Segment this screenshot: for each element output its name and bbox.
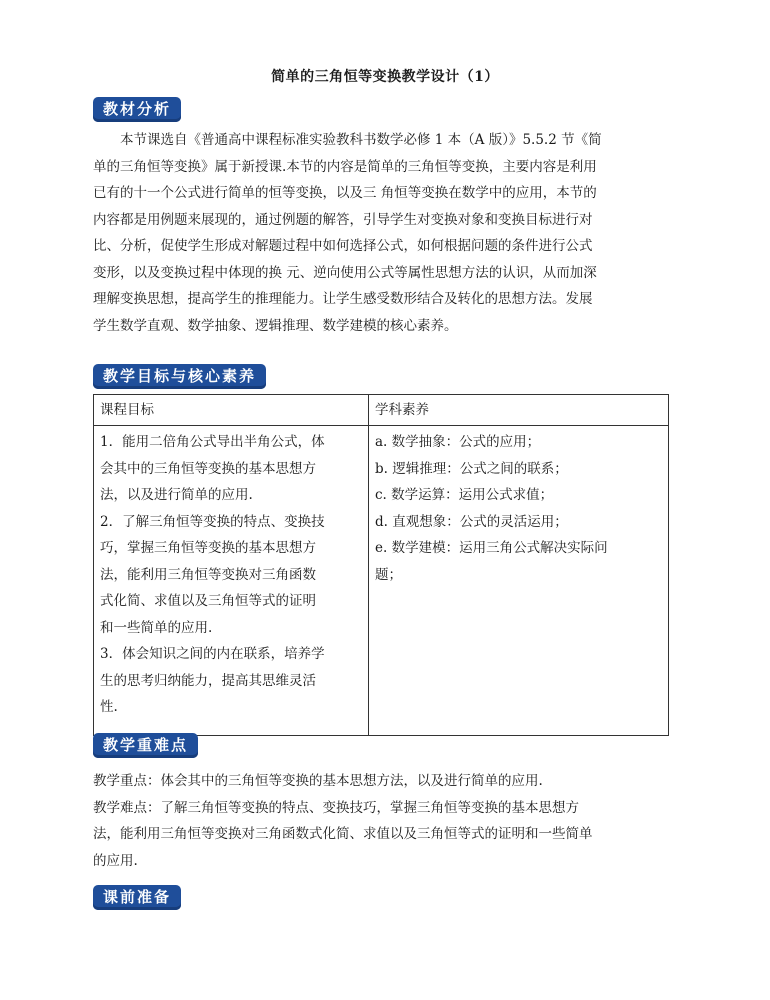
literacy-cell bbox=[369, 426, 669, 736]
literacy-line: c. 数学运算：运用公式求值； bbox=[375, 487, 554, 503]
course-goals-cell bbox=[94, 426, 369, 736]
goal-line: 会其中的三角恒等变换的基本思想方 bbox=[100, 460, 316, 477]
table-header-row bbox=[94, 395, 669, 426]
column-header-course-goals: 课程目标 bbox=[94, 395, 369, 426]
goal-line: 巧，掌握三角恒等变换的基本思想方 bbox=[100, 540, 316, 556]
literacy-line: 题； bbox=[375, 566, 402, 583]
key-point-line: 法，能利用三角恒等变换对三角函数式化简、求值以及三角恒等式的证明和一些简单 bbox=[93, 826, 593, 842]
document-title: 简单的三角恒等变换教学设计（1） bbox=[271, 69, 499, 85]
section-heading-analysis: 教材分析 bbox=[93, 97, 181, 122]
literacy-line: e. 数学建模：运用三角公式解决实际问 bbox=[375, 540, 608, 556]
goal-line: 法，以及进行简单的应用. bbox=[100, 487, 253, 503]
goal-line: 法，能利用三角恒等变换对三角函数 bbox=[100, 566, 316, 583]
goal-line: 和一些简单的应用. bbox=[100, 619, 213, 636]
literacy-line: a. 数学抽象：公式的应用； bbox=[375, 434, 541, 450]
goal-line: 式化简、求值以及三角恒等式的证明 bbox=[100, 593, 316, 609]
analysis-paragraph bbox=[93, 127, 678, 339]
goal-line: 3．体会知识之间的内在联系，培养学 bbox=[100, 646, 325, 662]
goal-line: 1．能用二倍角公式导出半角公式，体 bbox=[100, 434, 325, 450]
analysis-line: 比、分析，促使学生形成对解题过程中如何选择公式，如何根据问题的条件进行公式 bbox=[93, 238, 593, 254]
literacy-line: d. 直观想象：公式的灵活运用； bbox=[375, 513, 568, 530]
literacy-line: b. 逻辑推理：公式之间的联系； bbox=[375, 460, 568, 477]
section-heading-goals: 教学目标与核心素养 bbox=[93, 364, 266, 389]
key-point-line: 教学难点：了解三角恒等变换的特点、变换技巧，掌握三角恒等变换的基本思想方 bbox=[93, 799, 579, 816]
analysis-line: 学生数学直观、数学抽象、逻辑推理、数学建模的核心素养。 bbox=[93, 317, 458, 334]
goal-line: 生的思考归纳能力，提高其思维灵活 bbox=[100, 672, 316, 689]
key-point-line: 教学重点：体会其中的三角恒等变换的基本思想方法，以及进行简单的应用. bbox=[93, 773, 543, 789]
analysis-line: 理解变换思想，提高学生的推理能力。让学生感受数形结合及转化的思想方法。发展 bbox=[93, 291, 593, 307]
analysis-line: 已有的十一个公式进行简单的恒等变换，以及三 角恒等变换在数学中的应用，本节的 bbox=[93, 185, 597, 201]
goal-line: 性. bbox=[100, 699, 118, 715]
goals-table bbox=[93, 394, 669, 736]
table-row bbox=[94, 426, 669, 736]
analysis-line: 单的三角恒等变换》属于新授课.本节的内容是简单的三角恒等变换，主要内容是利用 bbox=[93, 158, 597, 175]
goal-line: 2．了解三角恒等变换的特点、变换技 bbox=[100, 513, 325, 530]
section-heading-preparation: 课前准备 bbox=[93, 885, 181, 910]
analysis-line: 变形，以及变换过程中体现的换 元、逆向使用公式等属性思想方法的认识，从而加深 bbox=[93, 264, 597, 281]
key-point-line: 的应用. bbox=[93, 852, 138, 869]
analysis-line: 本节课选自《普通高中课程标准实验教科书数学必修 1 本（A 版）》5.5.2 节《简 bbox=[120, 132, 602, 148]
column-header-literacy: 学科素养 bbox=[369, 395, 669, 426]
section-heading-key-points: 教学重难点 bbox=[93, 733, 198, 758]
key-points-text bbox=[93, 768, 678, 874]
analysis-line: 内容都是用例题来展现的，通过例题的解答，引导学生对变换对象和变换目标进行对 bbox=[93, 211, 593, 228]
